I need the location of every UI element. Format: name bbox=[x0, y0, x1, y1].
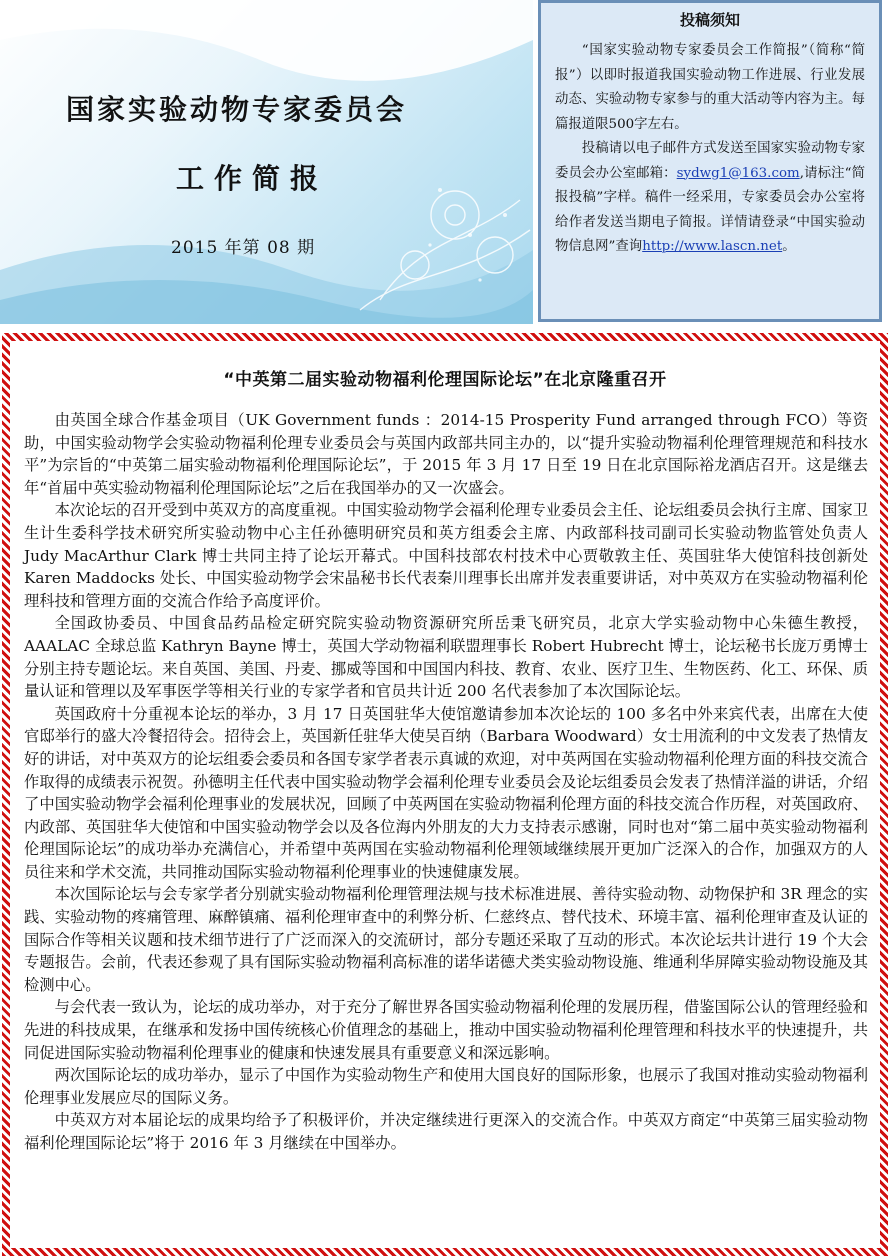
article-paragraph: 中英双方对本届论坛的成果均给予了积极评价，并决定继续进行更深入的交流合作。中英双方商定“中英第三届实验动物福利伦理国际论坛”将于 2016 年 3 月继续在中国举办。 bbox=[24, 1111, 868, 1152]
submission-notice-paragraph: “国家实验动物专家委员会工作简报”（简称“简报”）以即时报道我国实验动物工作进展、行业发展动态、实验动物专家参与的重大活动等内容为主。每篇报道限500字左右。 bbox=[555, 43, 865, 132]
article-paragraph: 本次国际论坛与会专家学者分别就实验动物福利伦理管理法规与技术标准进展、善待实验动物、动物保护和 3R 理念的实践、实验动物的疼痛管理、麻醉镇痛、福利伦理审查中的利弊分析、仁慈终点、替代技术、环境丰富、福利伦理审查及认证的国际合作等相关议题和技术细节进行了广泛而深入的交流研讨，部分专题还采取了互动的形式。本次论坛共计进行 19 个大会专题报告。会前，代表还参观了具有国际实验动物福利高标准的诺华诺德犬类实验动物设施、维通利华屏障实验动物设施及其检测中心。 bbox=[24, 885, 868, 994]
submission-instructions-text: 。 bbox=[782, 239, 796, 254]
article-frame bbox=[2, 333, 888, 1256]
newsletter-subtitle: 工作简报 bbox=[176, 162, 329, 195]
article-body bbox=[24, 409, 868, 1155]
header-banner bbox=[0, 0, 533, 324]
submission-notice-box bbox=[538, 0, 882, 322]
article-paragraph: 两次国际论坛的成功举办，显示了中国作为实验动物生产和使用大国良好的国际形象，也展示了我国对推动实验动物福利伦理事业发展应尽的国际义务。 bbox=[24, 1066, 868, 1107]
submission-notice-title: 投稿须知 bbox=[679, 11, 740, 29]
article-title: “中英第二届实验动物福利伦理国际论坛”在北京隆重召开 bbox=[223, 370, 667, 390]
website-link[interactable]: http://www.lascn.net bbox=[642, 239, 783, 254]
submission-instructions-text: 投稿请以电子邮件方式发送至国家实验动物专家委员会办公室邮箱： bbox=[555, 141, 865, 181]
issue-number: 2015 年第 08 期 bbox=[171, 238, 316, 258]
article-paragraph: 由英国全球合作基金项目（UK Government funds ：2014-15 Prosperity Fund arranged through FCO）等资助，中国实验动物学会实验动物福利伦理专业委员会与英国内政部共同主办的，以“提升实验动物福利伦理管理规范和科技水平”为宗旨的“中英第二届实验动物福利伦理国际论坛”，于 2015 年 3 月 17 日至 19 日在北京国际裕龙酒店召开。这是继去年“首届中英实验动物福利伦理国际论坛”之后在我国举办的又一次盛会。 bbox=[24, 411, 868, 497]
submission-instructions-text: ,请标注“简报投稿”字样。稿件一经采用，专家委员会办公室将给作者发送当期电子简报。详情请登录“中国实验动物信息网”查询 bbox=[555, 165, 866, 254]
newsletter-title: 国家实验动物专家委员会 bbox=[66, 93, 408, 126]
submission-notice-paragraph bbox=[555, 137, 865, 260]
article-paragraph: 英国政府十分重视本论坛的举办，3 月 17 日英国驻华大使馆邀请参加本次论坛的 100 多名中外来宾代表，出席在大使官邸举行的盛大冷餐招待会。招待会上，英国新任驻华大使吴百纳（Barbara Woodward）女士用流利的中文发表了热情友好的讲话，对中英双方的论坛组委会委员和各国专家学者表示真诚的欢迎，对中英两国在实验动物福利伦理方面的科技交流合作取得的成绩表示祝贺。孙德明主任代表中国实验动物学会福利伦理专业委员会及论坛组委员会发表了热情洋溢的讲话，介绍了中国实验动物学会福利伦理事业的发展状况，回顾了中英两国在实验动物福利伦理方面的科技交流合作历程，对英国政府、内政部、英国驻华大使馆和中国实验动物学会以及各位海内外朋友的大力支持表示感谢，同时也对“第二届中英实验动物福利伦理国际论坛”的成功举办充满信心，并希望中英两国在实验动物福利伦理领域继续展开更加广泛深入的合作，加强双方的人员往来和学术交流，共同推动国际实验动物福利伦理事业的快速健康发展。 bbox=[24, 704, 868, 881]
article-paragraph: 全国政协委员、中国食品药品检定研究院实验动物资源研究所岳秉飞研究员，北京大学实验动物中心朱德生教授，AAALAC 全球总监 Kathryn Bayne 博士，英国大学动物福利联盟理事长 Robert Hubrecht 博士，论坛秘书长庞万勇博士分别主持专题论坛。来自英国、美国、丹麦、挪威等国和中国国内科技、教育、农业、医疗卫生、生物医药、化工、环保、质量认证和管理以及军事医学等相关行业的专家学者和官员共计近 200 名代表参加了本次国际论坛。 bbox=[24, 614, 868, 701]
article-paragraph: 与会代表一致认为，论坛的成功举办，对于充分了解世界各国实验动物福利伦理的发展历程，借鉴国际公认的管理经验和先进的科技成果，在继承和发扬中国传统核心价值理念的基础上，推动中国实验动物福利伦理管理和科技水平的快速提升，共同促进国际实验动物福利伦理事业的健康和快速发展具有重要意义和深远影响。 bbox=[24, 998, 868, 1062]
email-link[interactable]: sydwg1@163.com bbox=[676, 165, 800, 181]
article-paragraph: 本次论坛的召开受到中英双方的高度重视。中国实验动物学会福利伦理专业委员会主任、论坛组委员会执行主席、国家卫生计生委科学技术研究所实验动物中心主任孙德明研究员和英方组委会主席、内政部科技司副司长实验动物监管处负责人 Judy MacArthur Clark 博士共同主持了论坛开幕式。中国科技部农村技术中心贾敬敦主任、英国驻华大使馆科技创新处 Karen Maddocks 处长、中国实验动物学会宋晶秘书长代表秦川理事长出席并发表重要讲话，对中英双方在实验动物福利伦理科技和管理方面的交流合作给予高度评价。 bbox=[24, 501, 868, 610]
